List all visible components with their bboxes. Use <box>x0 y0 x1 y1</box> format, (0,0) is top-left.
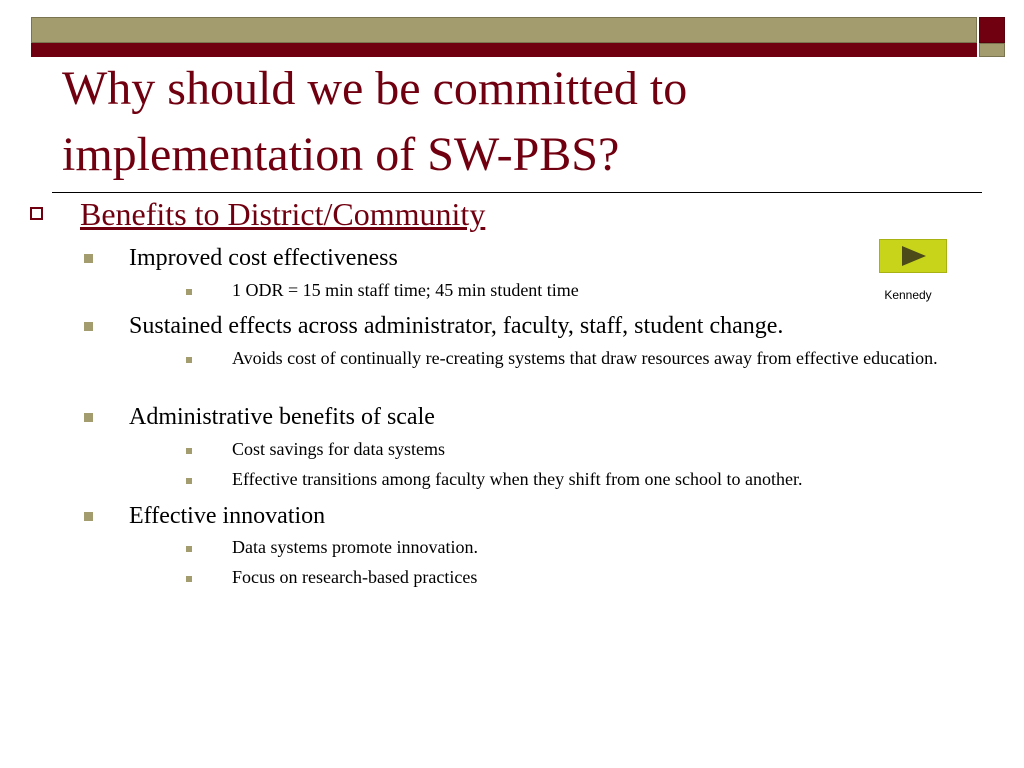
bullet-point: Effective innovation <box>129 503 326 529</box>
sub-bullet-point: Avoids cost of continually re-creating systems that draw resources away from effective education. <box>232 348 938 368</box>
play-button-caption: Kennedy <box>884 288 932 302</box>
play-action-button[interactable] <box>879 239 947 273</box>
square-bullet-small-icon <box>186 448 192 454</box>
title-divider <box>52 192 982 193</box>
sub-bullet-point: Focus on research-based practices <box>232 567 478 587</box>
square-bullet-icon <box>84 254 93 263</box>
bullet-point: Administrative benefits of scale <box>129 404 435 430</box>
sub-bullet-point: Effective transitions among faculty when they shift from one school to another. <box>232 469 803 489</box>
slide-title-line-2: implementation of SW-PBS? <box>62 128 620 181</box>
header-band-red <box>31 43 977 57</box>
square-bullet-small-icon <box>186 289 192 295</box>
bullet-point: Sustained effects across administrator, faculty, staff, student change. <box>129 313 784 339</box>
square-bullet-small-icon <box>186 576 192 582</box>
square-bullet-small-icon <box>186 478 192 484</box>
corner-square-red <box>979 17 1005 43</box>
slide-title <box>62 56 942 188</box>
square-bullet-small-icon <box>186 357 192 363</box>
square-bullet-icon <box>84 322 93 331</box>
header-band-olive <box>31 17 977 43</box>
sub-bullet-point: 1 ODR = 15 min staff time; 45 min student time <box>232 280 579 300</box>
sub-bullet-point: Data systems promote innovation. <box>232 537 478 557</box>
square-bullet-icon <box>84 512 93 521</box>
square-bullet-small-icon <box>186 546 192 552</box>
slide-title-line-1: Why should we be committed to <box>62 62 688 115</box>
play-icon <box>902 246 926 266</box>
hollow-square-bullet-icon <box>30 207 43 220</box>
square-bullet-icon <box>84 413 93 422</box>
corner-square-olive <box>979 43 1005 57</box>
sub-bullet-point: Cost savings for data systems <box>232 439 445 459</box>
section-heading: Benefits to District/Community <box>80 196 486 232</box>
bullet-point: Improved cost effectiveness <box>129 245 398 271</box>
